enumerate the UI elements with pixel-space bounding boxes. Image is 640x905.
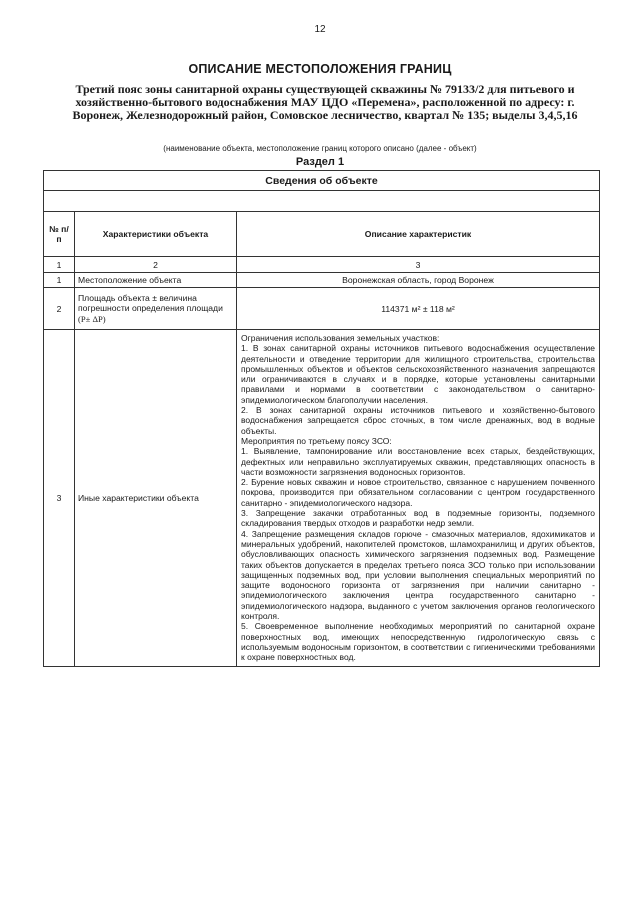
table-gap — [44, 191, 600, 212]
object-note: (наименование объекта, местоположение границ которого описано (далее - объект) — [163, 144, 477, 153]
document-title: ОПИСАНИЕ МЕСТОПОЛОЖЕНИЯ ГРАНИЦ — [188, 62, 452, 76]
row-characteristic: Местоположение объекта — [75, 273, 237, 288]
table-header: Сведения об объекте — [44, 171, 600, 191]
row-number: 1 — [44, 273, 75, 288]
page-number: 12 — [314, 24, 326, 35]
row-description: 114371 м² ± 118 м² — [237, 288, 600, 330]
object-subtitle: Третий пояс зоны санитарной охраны существующей скважины № 79133/2 для питьевого и хозяйственно-бытового водоснабжения МАУ ЦДО «Перемена», расположенной по адресу: г. Воронеж, Железнодорожный район, Сомовское лесничество, квартал № 135; выделы 3,4,5,16 — [72, 82, 578, 122]
row-number: 3 — [44, 330, 75, 667]
area-formula: (P± ΔP) — [78, 313, 106, 324]
row-characteristic: Иные характеристики объекта — [75, 330, 237, 667]
row-description — [237, 330, 600, 667]
desc-paragraph: 2. Бурение новых скважин и новое строительство, связанное с нарушением почвенного покрова, производится при обязательном согласовании с центром государственного санитарно - эпидемиологического надзора. — [241, 477, 596, 508]
desc-paragraph: 2. В зонах санитарной охраны источников питьевого и хозяйственно-бытового водоснабжения запрещается сброс сточных, в том числе дренажных, вод в водные объекты. — [241, 405, 596, 436]
column-header-char: Характеристики объекта — [75, 212, 237, 257]
column-number: 1 — [44, 257, 75, 273]
desc-paragraph: 4. Запрещение размещения складов горюче - смазочных материалов, ядохимикатов и минеральных удобрений, накопителей промстоков, шламохранилищ и других объектов, обусловливающих опасность химического загрязнения подземных вод. Размещение таких объектов допускается в пределах третьего пояса ЗСО только при использовании защищенных подземных вод, при условии выполнения специальных мероприятий по защите водоносного горизонта от загрязнения при наличии санитарно - эпидемиологического заключения центра государственного санитарно - эпидемиологического надзора, выданного с учетом заключения органов геологического контроля. — [241, 528, 596, 622]
column-header-desc: Описание характеристик — [237, 212, 600, 257]
column-header-num: № п/п — [44, 212, 75, 257]
object-info-table — [43, 170, 600, 667]
desc-paragraph: 3. Запрещение закачки отработанных вод в подземные горизонты, подземного складирования твердых отходов и разработки недр земли. — [241, 508, 596, 529]
desc-paragraph: Ограничения использования земельных участков: — [241, 333, 440, 343]
column-number: 3 — [237, 257, 600, 273]
row-characteristic — [75, 288, 237, 330]
column-number: 2 — [75, 257, 237, 273]
table-row — [44, 288, 600, 330]
section-title: Раздел 1 — [295, 156, 345, 168]
desc-paragraph: 1. В зонах санитарной охраны источников питьевого водоснабжения осуществление деятельности и отведение территории для жилищного строительства, строительства промышленных объектов и объектов сельскохозяйственного назначения запрещаются или ограничиваются в случаях и в порядке, которые установлены санитарными правилами и нормами в соответствии с законодательством о санитарно-эпидемиологическом благополучии населения. — [241, 343, 596, 405]
table-row — [44, 330, 600, 667]
table-row — [44, 273, 600, 288]
desc-paragraph: 5. Своевременное выполнение необходимых мероприятий по санитарной охране поверхностных вод, имеющих непосредственную гидрологическую связь с используемым водоносным горизонтом, в соответствии с гигиеническими требованиями к охране поверхностных вод. — [241, 621, 596, 663]
row-description: Воронежская область, город Воронеж — [237, 273, 600, 288]
desc-paragraph: Мероприятия по третьему поясу ЗСО: — [241, 435, 392, 446]
desc-paragraph: 1. Выявление, тампонирование или восстановление всех старых, бездействующих, дефектных или неправильно эксплуатируемых скважин, представляющих опасность в части возможности загрязнения водоносных горизонтов. — [241, 446, 596, 477]
area-label: Площадь объекта ± величина погрешности определения площади — [78, 292, 223, 314]
row-number: 2 — [44, 288, 75, 330]
